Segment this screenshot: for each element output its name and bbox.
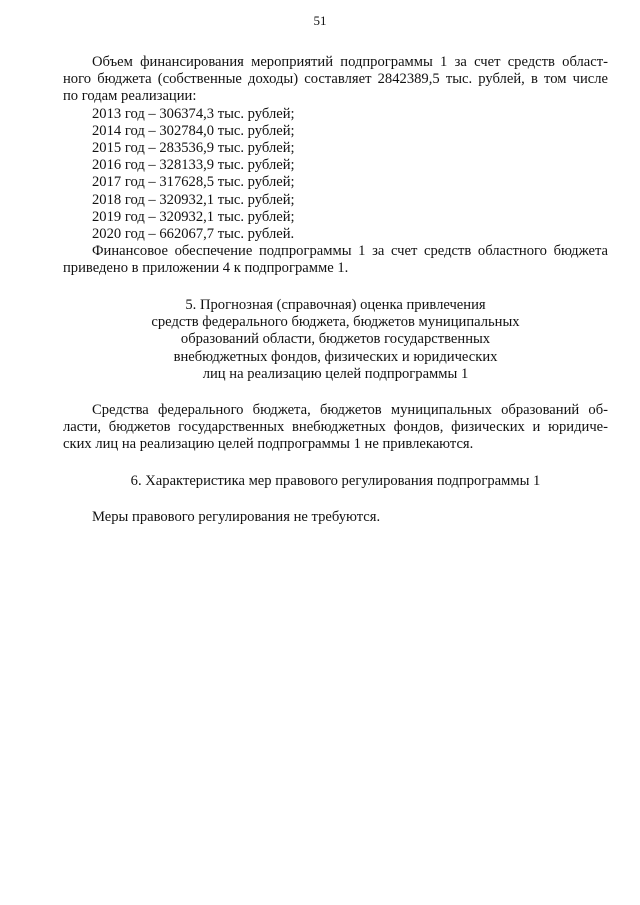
list-item: 2020 год – 662067,7 тыс. рублей.: [92, 225, 295, 242]
paragraph-line: ного бюджета (собственные доходы) составляет 2842389,5 тыс. рублей, в том числе: [63, 71, 608, 88]
list-item: 2017 год – 317628,5 тыс. рублей;: [92, 174, 295, 191]
list-item: 2018 год – 320932,1 тыс. рублей;: [92, 191, 295, 208]
section-5-heading: [63, 297, 608, 383]
heading-line: 6. Характеристика мер правового регулирования подпрограммы 1: [130, 473, 541, 489]
paragraph-line: Объем финансирования мероприятий подпрограммы 1 за счет средств област-: [92, 54, 608, 70]
section-6-paragraph: [63, 509, 608, 526]
heading-line: 5. Прогнозная (справочная) оценка привлечения: [185, 297, 486, 313]
section-5-paragraph: [63, 402, 608, 454]
paragraph-line: Финансовое обеспечение подпрограммы 1 за счет средств областного бюджета: [92, 243, 608, 259]
yearly-amounts-list: [63, 106, 608, 244]
section-6-heading: [63, 473, 608, 490]
list-item: 2016 год – 328133,9 тыс. рублей;: [92, 157, 295, 174]
heading-line: образований области, бюджетов государственных: [180, 331, 491, 348]
paragraph-line: Средства федерального бюджета, бюджетов муниципальных образований об-: [92, 402, 608, 418]
appendix-paragraph: [63, 243, 608, 277]
list-item: 2015 год – 283536,9 тыс. рублей;: [92, 139, 295, 156]
heading-line: внебюджетных фондов, физических и юридических: [173, 348, 498, 365]
paragraph-line: ских лиц на реализацию целей подпрограммы 1 не привлекаются.: [63, 436, 474, 453]
list-item: 2019 год – 320932,1 тыс. рублей;: [92, 208, 295, 225]
paragraph-line: по годам реализации:: [63, 88, 197, 105]
paragraph-line: приведено в приложении 4 к подпрограмме 1.: [63, 260, 349, 277]
paragraph-line: Меры правового регулирования не требуются.: [92, 509, 381, 525]
page-number: 51: [313, 13, 327, 28]
heading-line: лиц на реализацию целей подпрограммы 1: [202, 365, 469, 382]
list-item: 2013 год – 306374,3 тыс. рублей;: [92, 105, 295, 122]
paragraph-line: ласти, бюджетов государственных внебюджетных фондов, физических и юридиче-: [63, 419, 608, 436]
heading-line: средств федерального бюджета, бюджетов муниципальных: [151, 314, 520, 331]
financing-paragraph: [63, 54, 608, 106]
list-item: 2014 год – 302784,0 тыс. рублей;: [92, 122, 295, 139]
